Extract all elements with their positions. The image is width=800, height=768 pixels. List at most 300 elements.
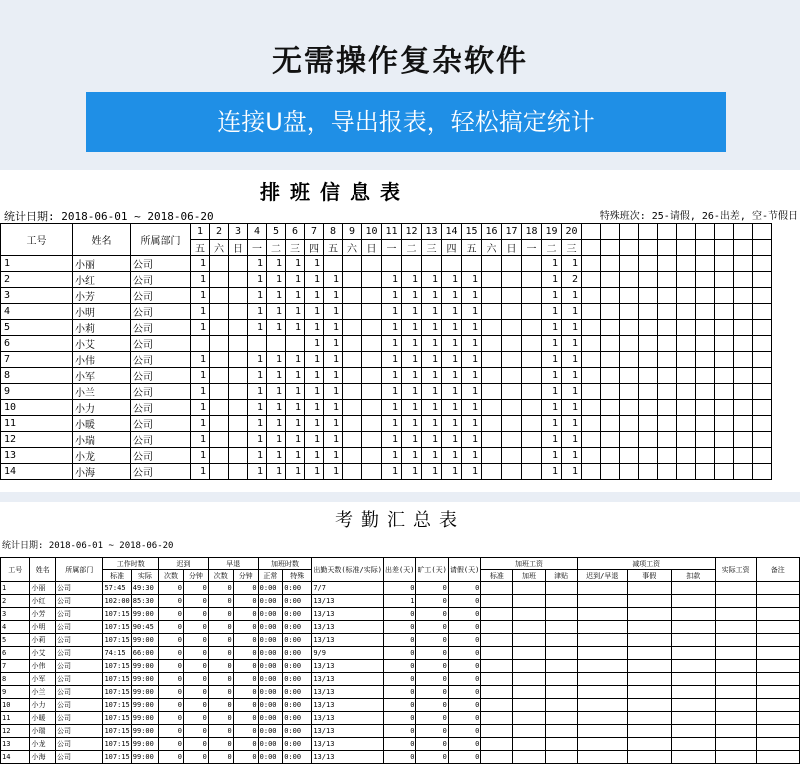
empty-cell bbox=[601, 320, 620, 336]
empty-cell bbox=[577, 738, 627, 751]
early-count: 0 bbox=[208, 712, 233, 725]
late-minutes: 0 bbox=[183, 673, 208, 686]
trip-days: 0 bbox=[384, 647, 416, 660]
late-count: 0 bbox=[159, 725, 184, 738]
shift-value bbox=[343, 368, 362, 384]
shift-value bbox=[482, 432, 502, 448]
empty-cell bbox=[715, 432, 734, 448]
shift-schedule-sheet bbox=[0, 170, 800, 492]
empty-cell bbox=[658, 256, 677, 272]
attendance-days: 13/13 bbox=[312, 712, 384, 725]
shift-value bbox=[362, 384, 382, 400]
shift-value bbox=[522, 464, 542, 480]
early-count: 0 bbox=[208, 634, 233, 647]
early-count: 0 bbox=[208, 608, 233, 621]
shift-value bbox=[343, 304, 362, 320]
shift-value: 1 bbox=[422, 336, 442, 352]
employee-dept: 公司 bbox=[56, 699, 103, 712]
empty-cell bbox=[545, 595, 577, 608]
shift-value: 1 bbox=[542, 288, 562, 304]
empty-cell bbox=[658, 240, 677, 256]
employee-id: 14 bbox=[1, 751, 30, 764]
empty-cell bbox=[545, 582, 577, 595]
late-count: 0 bbox=[159, 686, 184, 699]
table-row bbox=[1, 725, 800, 738]
empty-cell bbox=[756, 673, 799, 686]
empty-cell bbox=[601, 336, 620, 352]
day-header: 7 bbox=[305, 224, 324, 240]
col-header-late: 迟到 bbox=[159, 558, 209, 570]
absent-days: 0 bbox=[416, 712, 448, 725]
shift-value bbox=[210, 352, 229, 368]
employee-id: 11 bbox=[1, 712, 30, 725]
shift-value: 1 bbox=[267, 288, 286, 304]
early-minutes: 0 bbox=[233, 634, 258, 647]
promo-banner: 连接U盘，导出报表，轻松搞定统计 bbox=[86, 92, 726, 152]
shift-value: 1 bbox=[462, 272, 482, 288]
shift-value: 1 bbox=[462, 400, 482, 416]
attendance-days: 13/13 bbox=[312, 751, 384, 764]
empty-cell bbox=[639, 320, 658, 336]
actual-hours: 99:00 bbox=[131, 686, 158, 699]
empty-cell bbox=[481, 660, 513, 673]
day-header: 10 bbox=[362, 224, 382, 240]
shift-value: 1 bbox=[286, 272, 305, 288]
overtime-normal: 0:00 bbox=[258, 595, 283, 608]
shift-value bbox=[522, 256, 542, 272]
empty-cell bbox=[756, 660, 799, 673]
empty-cell bbox=[734, 288, 753, 304]
standard-hours: 107:15 bbox=[103, 699, 131, 712]
sub-header: 正常 bbox=[258, 570, 283, 582]
shift-value: 1 bbox=[402, 352, 422, 368]
late-count: 0 bbox=[159, 738, 184, 751]
shift-value: 1 bbox=[462, 304, 482, 320]
shift-value: 1 bbox=[462, 320, 482, 336]
shift-value bbox=[502, 368, 522, 384]
empty-cell bbox=[639, 384, 658, 400]
col-header-trip: 出差(天) bbox=[384, 558, 416, 582]
shift-value: 1 bbox=[324, 432, 343, 448]
empty-cell bbox=[715, 751, 756, 764]
employee-dept: 公司 bbox=[131, 400, 191, 416]
weekday-header: 日 bbox=[229, 240, 248, 256]
employee-dept: 公司 bbox=[56, 660, 103, 673]
empty-cell bbox=[677, 304, 696, 320]
empty-cell bbox=[545, 660, 577, 673]
empty-cell bbox=[753, 224, 772, 240]
shift-value: 1 bbox=[267, 304, 286, 320]
employee-id: 12 bbox=[1, 432, 73, 448]
employee-id: 3 bbox=[1, 288, 73, 304]
early-minutes: 0 bbox=[233, 712, 258, 725]
shift-value: 1 bbox=[542, 432, 562, 448]
trip-days: 0 bbox=[384, 686, 416, 699]
shift-value: 1 bbox=[422, 432, 442, 448]
empty-cell bbox=[756, 738, 799, 751]
trip-days: 0 bbox=[384, 712, 416, 725]
employee-name: 小艾 bbox=[73, 336, 131, 352]
trip-days: 1 bbox=[384, 595, 416, 608]
shift-value: 1 bbox=[542, 304, 562, 320]
shift-value: 1 bbox=[305, 384, 324, 400]
shift-value bbox=[502, 304, 522, 320]
employee-dept: 公司 bbox=[131, 464, 191, 480]
empty-cell bbox=[696, 272, 715, 288]
shift-value: 1 bbox=[286, 368, 305, 384]
empty-cell bbox=[715, 384, 734, 400]
early-minutes: 0 bbox=[233, 699, 258, 712]
schedule-title: 排班信息表 bbox=[260, 180, 410, 204]
empty-cell bbox=[513, 647, 545, 660]
shift-value: 1 bbox=[382, 352, 402, 368]
empty-cell bbox=[481, 647, 513, 660]
attendance-days: 13/13 bbox=[312, 621, 384, 634]
shift-value bbox=[210, 272, 229, 288]
attendance-days: 13/13 bbox=[312, 634, 384, 647]
shift-value: 1 bbox=[305, 304, 324, 320]
shift-value bbox=[362, 272, 382, 288]
standard-hours: 74:15 bbox=[103, 647, 131, 660]
day-header: 6 bbox=[286, 224, 305, 240]
empty-cell bbox=[513, 634, 545, 647]
empty-cell bbox=[545, 738, 577, 751]
shift-value: 1 bbox=[562, 448, 582, 464]
employee-dept: 公司 bbox=[56, 634, 103, 647]
empty-cell bbox=[620, 400, 639, 416]
shift-value: 1 bbox=[248, 288, 267, 304]
empty-cell bbox=[577, 699, 627, 712]
late-minutes: 0 bbox=[183, 595, 208, 608]
shift-value: 1 bbox=[191, 304, 210, 320]
empty-cell bbox=[601, 416, 620, 432]
empty-cell bbox=[481, 699, 513, 712]
empty-cell bbox=[671, 712, 715, 725]
col-header-deductions: 减项工资 bbox=[577, 558, 715, 570]
absent-days: 0 bbox=[416, 699, 448, 712]
leave-days: 0 bbox=[448, 712, 480, 725]
shift-value bbox=[442, 256, 462, 272]
table-row bbox=[1, 384, 772, 400]
shift-value bbox=[286, 336, 305, 352]
shift-value: 1 bbox=[191, 448, 210, 464]
shift-value bbox=[210, 256, 229, 272]
shift-value bbox=[502, 272, 522, 288]
early-minutes: 0 bbox=[233, 725, 258, 738]
empty-cell bbox=[756, 751, 799, 764]
empty-cell bbox=[677, 272, 696, 288]
empty-cell bbox=[627, 725, 671, 738]
empty-cell bbox=[715, 712, 756, 725]
shift-value: 1 bbox=[542, 416, 562, 432]
overtime-normal: 0:00 bbox=[258, 673, 283, 686]
overtime-normal: 0:00 bbox=[258, 582, 283, 595]
shift-value: 1 bbox=[191, 416, 210, 432]
late-count: 0 bbox=[159, 699, 184, 712]
leave-days: 0 bbox=[448, 595, 480, 608]
shift-value bbox=[343, 432, 362, 448]
shift-value: 1 bbox=[191, 464, 210, 480]
empty-cell bbox=[753, 256, 772, 272]
shift-value: 1 bbox=[402, 400, 422, 416]
col-header-id: 工号 bbox=[1, 224, 73, 256]
employee-name: 小莉 bbox=[30, 634, 56, 647]
shift-value: 1 bbox=[286, 352, 305, 368]
empty-cell bbox=[671, 621, 715, 634]
empty-cell bbox=[582, 432, 601, 448]
shift-value: 1 bbox=[191, 352, 210, 368]
shift-value: 1 bbox=[382, 448, 402, 464]
empty-cell bbox=[481, 608, 513, 621]
empty-cell bbox=[671, 647, 715, 660]
actual-hours: 66:00 bbox=[131, 647, 158, 660]
employee-id: 1 bbox=[1, 256, 73, 272]
shift-value bbox=[502, 256, 522, 272]
leave-days: 0 bbox=[448, 608, 480, 621]
shift-value: 1 bbox=[267, 384, 286, 400]
shift-value: 1 bbox=[382, 464, 402, 480]
shift-value: 1 bbox=[542, 400, 562, 416]
shift-value: 1 bbox=[286, 432, 305, 448]
shift-value bbox=[343, 416, 362, 432]
empty-cell bbox=[577, 725, 627, 738]
shift-value: 1 bbox=[542, 384, 562, 400]
shift-value: 1 bbox=[462, 336, 482, 352]
weekday-header: 二 bbox=[542, 240, 562, 256]
leave-days: 0 bbox=[448, 621, 480, 634]
shift-value bbox=[502, 416, 522, 432]
shift-value: 1 bbox=[324, 272, 343, 288]
standard-hours: 107:15 bbox=[103, 751, 131, 764]
shift-value: 1 bbox=[267, 368, 286, 384]
empty-cell bbox=[513, 595, 545, 608]
empty-cell bbox=[582, 400, 601, 416]
shift-value bbox=[502, 448, 522, 464]
empty-cell bbox=[481, 686, 513, 699]
trip-days: 0 bbox=[384, 608, 416, 621]
overtime-special: 0:00 bbox=[283, 712, 312, 725]
empty-cell bbox=[715, 464, 734, 480]
shift-value: 1 bbox=[305, 368, 324, 384]
employee-id: 5 bbox=[1, 320, 73, 336]
leave-days: 0 bbox=[448, 582, 480, 595]
early-minutes: 0 bbox=[233, 738, 258, 751]
shift-value bbox=[229, 304, 248, 320]
employee-dept: 公司 bbox=[56, 686, 103, 699]
empty-cell bbox=[545, 751, 577, 764]
empty-cell bbox=[753, 288, 772, 304]
empty-cell bbox=[620, 224, 639, 240]
shift-value bbox=[522, 336, 542, 352]
overtime-normal: 0:00 bbox=[258, 686, 283, 699]
empty-cell bbox=[696, 304, 715, 320]
empty-cell bbox=[734, 448, 753, 464]
empty-cell bbox=[671, 686, 715, 699]
empty-cell bbox=[715, 634, 756, 647]
shift-value: 1 bbox=[382, 336, 402, 352]
empty-cell bbox=[734, 432, 753, 448]
empty-cell bbox=[671, 634, 715, 647]
shift-value: 1 bbox=[402, 320, 422, 336]
shift-value bbox=[482, 416, 502, 432]
employee-id: 4 bbox=[1, 621, 30, 634]
employee-dept: 公司 bbox=[131, 320, 191, 336]
shift-value: 1 bbox=[286, 288, 305, 304]
late-minutes: 0 bbox=[183, 699, 208, 712]
shift-value bbox=[343, 272, 362, 288]
employee-name: 小军 bbox=[73, 368, 131, 384]
empty-cell bbox=[696, 352, 715, 368]
sub-header: 扣款 bbox=[671, 570, 715, 582]
shift-value bbox=[343, 448, 362, 464]
trip-days: 0 bbox=[384, 582, 416, 595]
empty-cell bbox=[513, 699, 545, 712]
empty-cell bbox=[715, 400, 734, 416]
weekday-header: 五 bbox=[324, 240, 343, 256]
absent-days: 0 bbox=[416, 738, 448, 751]
empty-cell bbox=[696, 240, 715, 256]
shift-value bbox=[482, 352, 502, 368]
late-count: 0 bbox=[159, 751, 184, 764]
employee-dept: 公司 bbox=[56, 595, 103, 608]
overtime-normal: 0:00 bbox=[258, 699, 283, 712]
trip-days: 0 bbox=[384, 673, 416, 686]
summary-table bbox=[0, 557, 800, 764]
shift-value: 1 bbox=[382, 288, 402, 304]
empty-cell bbox=[734, 384, 753, 400]
employee-name: 小龙 bbox=[30, 738, 56, 751]
empty-cell bbox=[620, 368, 639, 384]
late-count: 0 bbox=[159, 621, 184, 634]
table-row bbox=[1, 416, 772, 432]
employee-dept: 公司 bbox=[131, 352, 191, 368]
early-minutes: 0 bbox=[233, 673, 258, 686]
late-minutes: 0 bbox=[183, 725, 208, 738]
weekday-header: 四 bbox=[442, 240, 462, 256]
empty-cell bbox=[677, 256, 696, 272]
shift-value bbox=[191, 336, 210, 352]
absent-days: 0 bbox=[416, 608, 448, 621]
empty-cell bbox=[577, 608, 627, 621]
early-count: 0 bbox=[208, 686, 233, 699]
shift-value bbox=[502, 464, 522, 480]
empty-cell bbox=[696, 432, 715, 448]
empty-cell bbox=[620, 304, 639, 320]
empty-cell bbox=[582, 352, 601, 368]
day-header: 12 bbox=[402, 224, 422, 240]
shift-value bbox=[229, 416, 248, 432]
employee-name: 小力 bbox=[30, 699, 56, 712]
shift-value: 1 bbox=[402, 304, 422, 320]
attendance-days: 13/13 bbox=[312, 725, 384, 738]
shift-value: 1 bbox=[542, 272, 562, 288]
shift-value: 1 bbox=[286, 256, 305, 272]
shift-value: 1 bbox=[382, 320, 402, 336]
table-row bbox=[1, 608, 800, 621]
empty-cell bbox=[677, 336, 696, 352]
shift-value bbox=[502, 432, 522, 448]
leave-days: 0 bbox=[448, 751, 480, 764]
late-count: 0 bbox=[159, 673, 184, 686]
empty-cell bbox=[481, 738, 513, 751]
employee-dept: 公司 bbox=[131, 304, 191, 320]
empty-cell bbox=[756, 608, 799, 621]
empty-cell bbox=[601, 368, 620, 384]
shift-value: 1 bbox=[267, 272, 286, 288]
col-header-early: 早退 bbox=[208, 558, 258, 570]
weekday-header: 一 bbox=[522, 240, 542, 256]
empty-cell bbox=[601, 272, 620, 288]
empty-cell bbox=[715, 608, 756, 621]
shift-value: 1 bbox=[191, 384, 210, 400]
shift-value bbox=[522, 320, 542, 336]
empty-cell bbox=[601, 448, 620, 464]
table-row bbox=[1, 712, 800, 725]
shift-value: 1 bbox=[422, 272, 442, 288]
shift-value: 1 bbox=[442, 432, 462, 448]
shift-value: 1 bbox=[562, 304, 582, 320]
shift-value: 1 bbox=[462, 432, 482, 448]
empty-cell bbox=[753, 416, 772, 432]
shift-value bbox=[210, 416, 229, 432]
shift-value: 1 bbox=[286, 304, 305, 320]
absent-days: 0 bbox=[416, 595, 448, 608]
shift-value: 1 bbox=[248, 272, 267, 288]
leave-days: 0 bbox=[448, 673, 480, 686]
empty-cell bbox=[753, 448, 772, 464]
empty-cell bbox=[577, 595, 627, 608]
empty-cell bbox=[715, 582, 756, 595]
shift-value: 1 bbox=[286, 384, 305, 400]
late-minutes: 0 bbox=[183, 634, 208, 647]
early-minutes: 0 bbox=[233, 686, 258, 699]
empty-cell bbox=[677, 384, 696, 400]
empty-cell bbox=[639, 336, 658, 352]
table-row bbox=[1, 352, 772, 368]
shift-value: 1 bbox=[562, 400, 582, 416]
empty-cell bbox=[582, 336, 601, 352]
shift-value: 1 bbox=[542, 368, 562, 384]
early-count: 0 bbox=[208, 673, 233, 686]
overtime-normal: 0:00 bbox=[258, 660, 283, 673]
early-minutes: 0 bbox=[233, 582, 258, 595]
shift-value bbox=[210, 368, 229, 384]
empty-cell bbox=[577, 621, 627, 634]
empty-cell bbox=[671, 725, 715, 738]
day-header: 2 bbox=[210, 224, 229, 240]
late-minutes: 0 bbox=[183, 582, 208, 595]
empty-cell bbox=[639, 448, 658, 464]
overtime-special: 0:00 bbox=[283, 751, 312, 764]
employee-dept: 公司 bbox=[56, 673, 103, 686]
shift-value: 1 bbox=[382, 400, 402, 416]
shift-value: 1 bbox=[267, 416, 286, 432]
actual-hours: 49:30 bbox=[131, 582, 158, 595]
attendance-days: 13/13 bbox=[312, 699, 384, 712]
shift-value: 1 bbox=[324, 384, 343, 400]
empty-cell bbox=[734, 256, 753, 272]
shift-value: 1 bbox=[562, 352, 582, 368]
empty-cell bbox=[671, 595, 715, 608]
day-header: 3 bbox=[229, 224, 248, 240]
late-count: 0 bbox=[159, 595, 184, 608]
sub-header: 标准 bbox=[481, 570, 513, 582]
headline: 无需操作复杂软件 bbox=[272, 44, 528, 79]
shift-value: 1 bbox=[542, 352, 562, 368]
shift-value bbox=[482, 448, 502, 464]
empty-cell bbox=[620, 336, 639, 352]
employee-name: 小军 bbox=[30, 673, 56, 686]
